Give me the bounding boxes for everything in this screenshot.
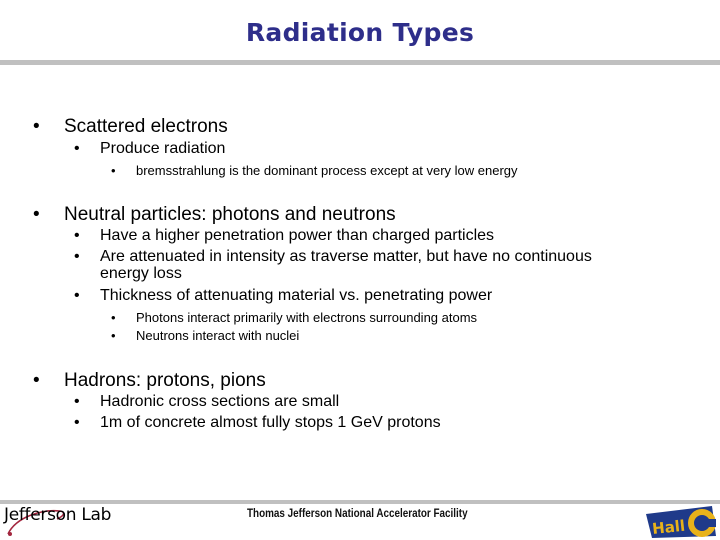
bullet-level2-cross-sections: Hadronic cross sections are small: [100, 393, 340, 410]
bullet-marker: •: [111, 310, 116, 325]
svg-text:Hall: Hall: [651, 516, 686, 539]
bullet-level1-scattered-electrons: Scattered electrons: [64, 116, 228, 137]
bullet-level3-photons: Photons interact primarily with electrons surrounding atoms: [136, 310, 478, 325]
slide-title: Radiation Types: [245, 18, 475, 47]
bullet-level2-thickness: Thickness of attenuating material vs. penetrating power: [100, 287, 493, 304]
bullet-level3-neutrons: Neutrons interact with nuclei: [136, 328, 300, 343]
title-divider: [0, 60, 720, 65]
bullet-marker: •: [74, 140, 80, 157]
bullet-level1-neutral-particles: Neutral particles: photons and neutrons: [64, 204, 396, 225]
bullet-marker: •: [74, 393, 80, 410]
bullet-marker: •: [111, 328, 116, 343]
footer-divider: [0, 500, 720, 504]
bullet-level2-attenuated-continued: energy loss: [100, 265, 182, 282]
bullet-marker: •: [74, 414, 80, 431]
bullet-marker: •: [33, 116, 40, 137]
facility-name: Thomas Jefferson National Accelerator Facility: [247, 508, 468, 520]
jefferson-lab-logo: Jefferson Lab: [4, 505, 112, 525]
bullet-marker: •: [33, 370, 40, 391]
bullet-level1-hadrons: Hadrons: protons, pions: [64, 370, 266, 391]
hall-c-logo-icon: [642, 502, 718, 540]
bullet-marker: •: [33, 204, 40, 225]
bullet-level3-bremsstrahlung: bremsstrahlung is the dominant process except at very low energy: [136, 163, 518, 178]
bullet-marker: •: [74, 227, 80, 244]
bullet-marker: •: [74, 287, 80, 304]
bullet-level2-produce-radiation: Produce radiation: [100, 140, 226, 157]
bullet-level2-attenuated: Are attenuated in intensity as traverse matter, but have no continuous: [100, 248, 592, 265]
bullet-level2-penetration-power: Have a higher penetration power than charged particles: [100, 227, 495, 244]
bullet-marker: •: [74, 248, 80, 265]
bullet-marker: •: [111, 163, 116, 178]
bullet-level2-concrete: 1m of concrete almost fully stops 1 GeV protons: [100, 414, 441, 431]
